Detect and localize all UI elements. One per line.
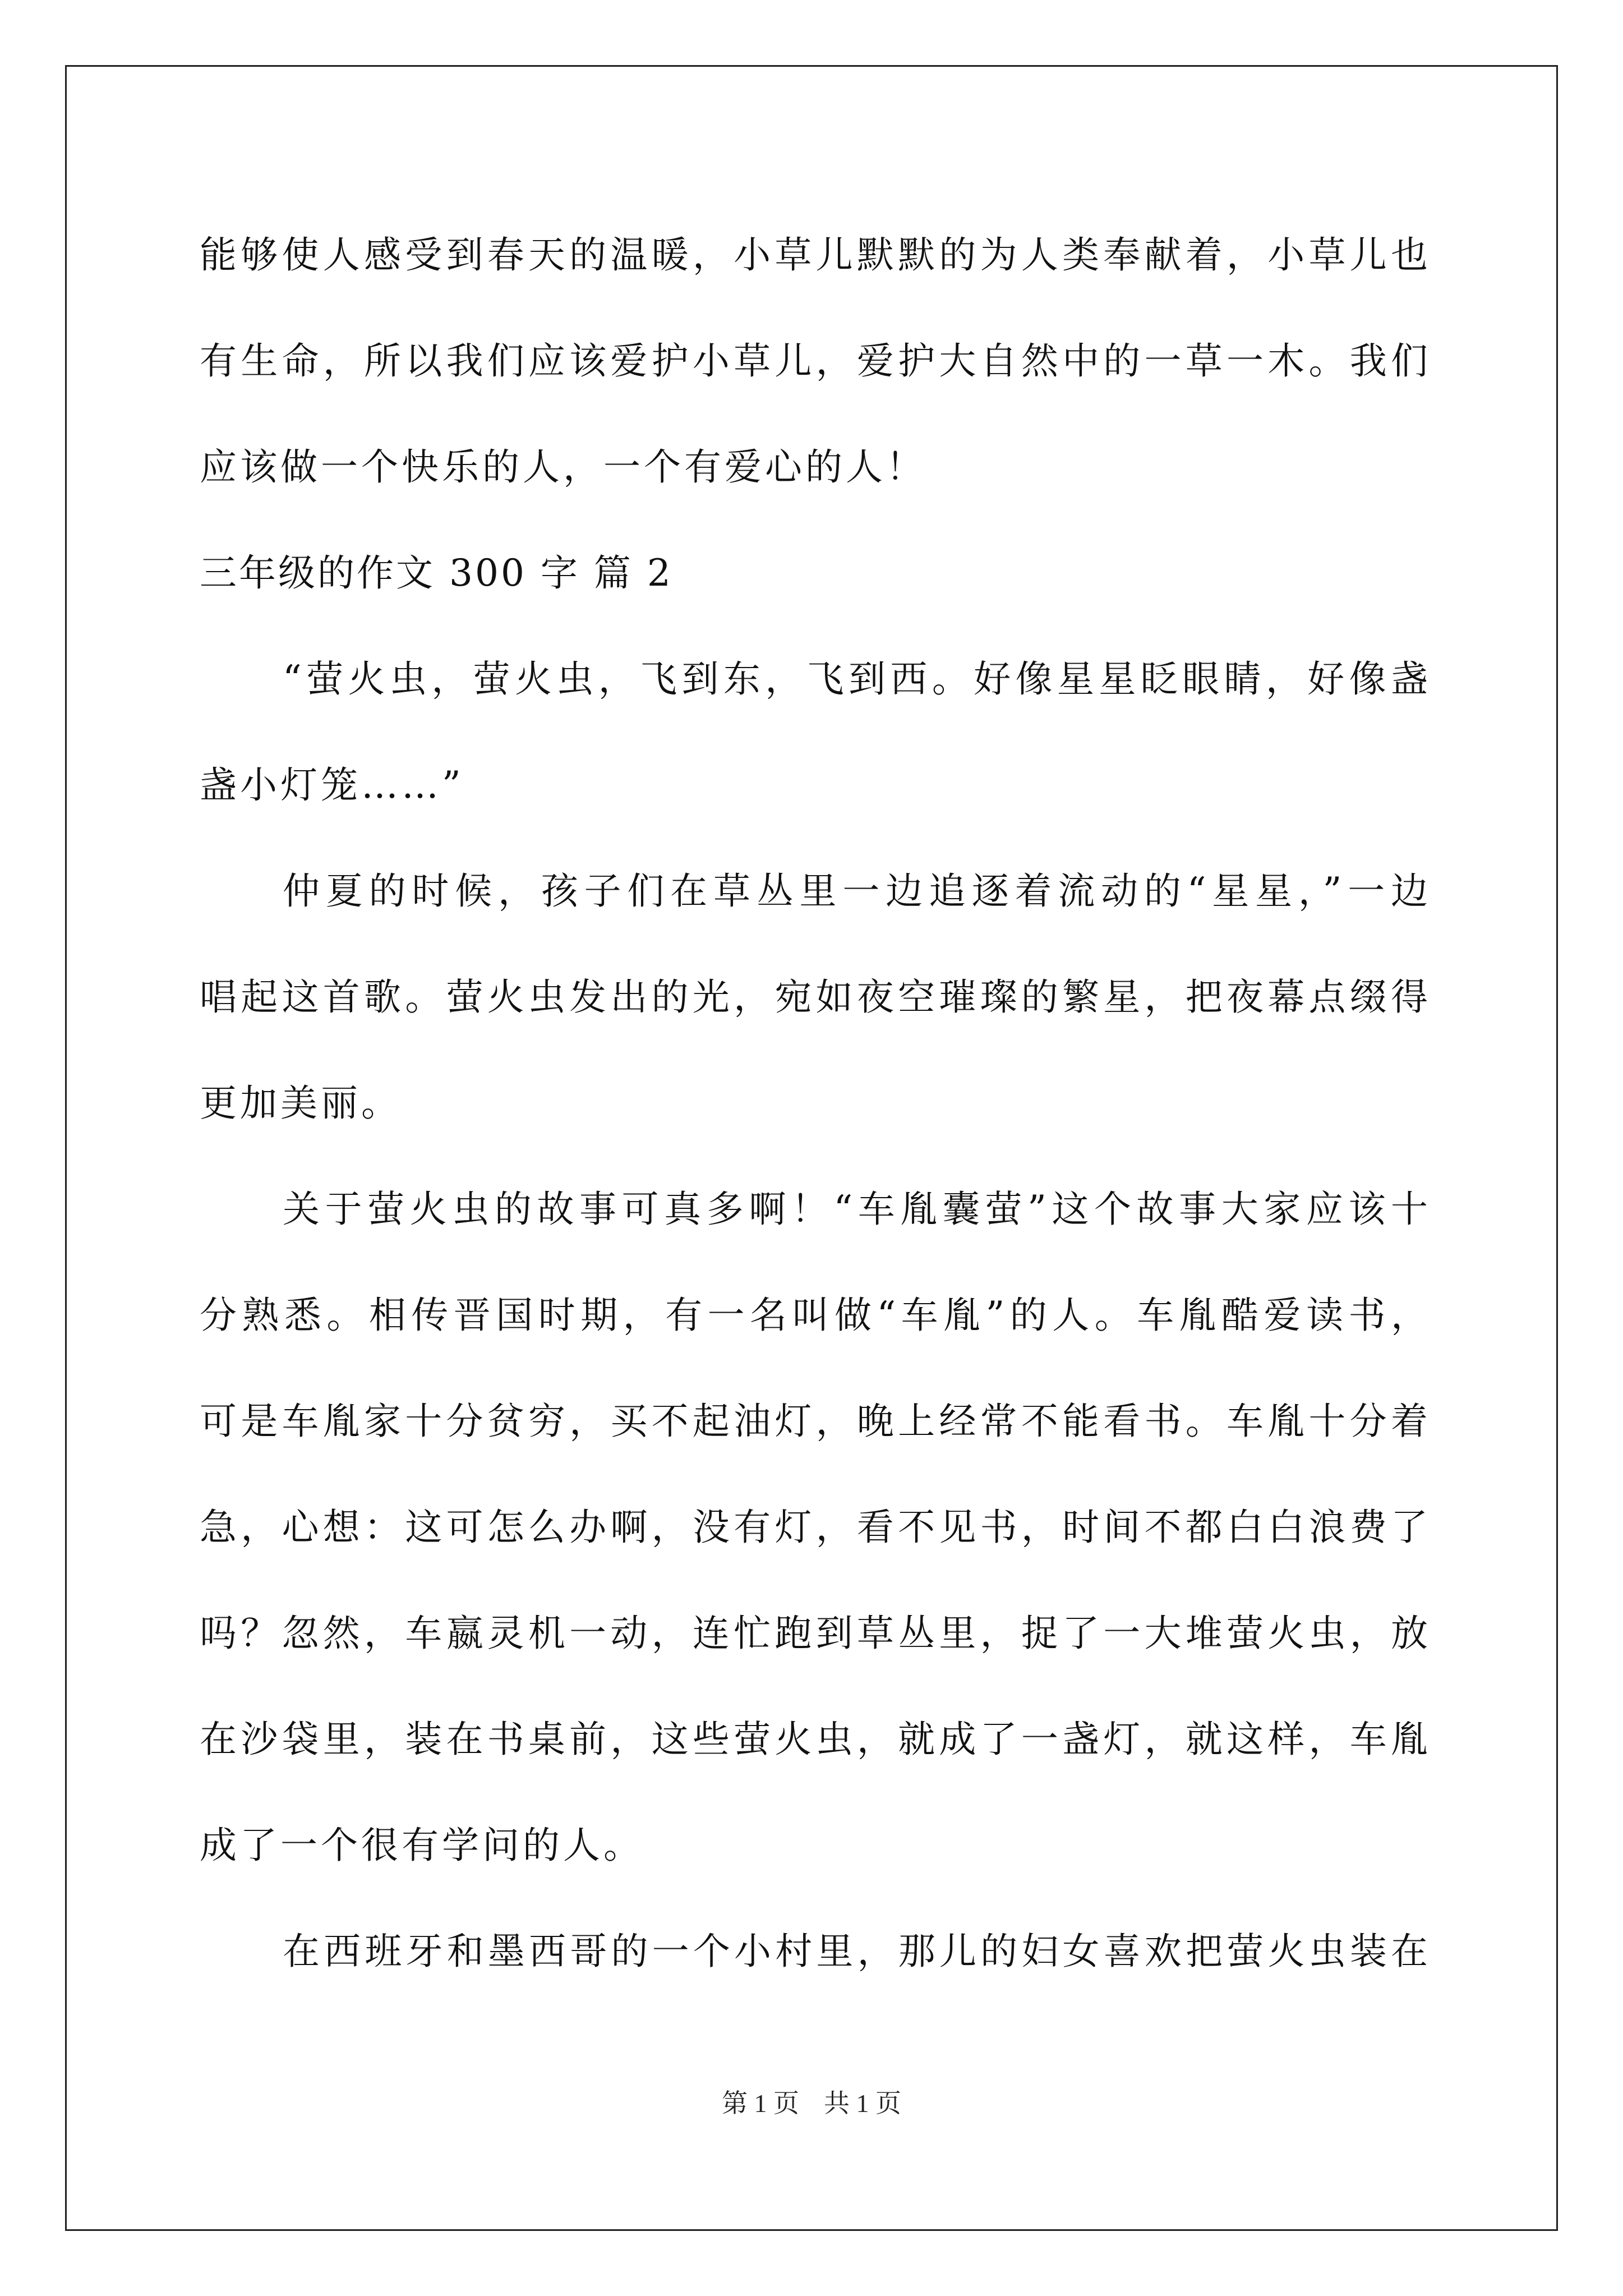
text-line: 可是车胤家十分贫穷，买不起油灯，晚上经常不能看书。车胤十分着 (200, 1400, 1428, 1443)
text-line: 盏小灯笼……” (200, 763, 464, 807)
text-line: 在西班牙和墨西哥的一个小村里，那儿的妇女喜欢把萤火虫装在 (283, 1930, 1428, 1973)
text-line: 分熟悉。相传晋国时期，有一名叫做“车胤”的人。车胤酷爱读书， (200, 1294, 1428, 1337)
page-footer (0, 2087, 1623, 2120)
page-total: 共 1 页 (824, 2089, 901, 2118)
text-line: 成了一个很有学问的人。 (200, 1824, 644, 1867)
text-line: 仲夏的时候，孩子们在草丛里一边追逐着流动的“星星，”一边 (283, 869, 1428, 913)
text-line: 有生命，所以我们应该爱护小草儿，爱护大自然中的一草一木。我们 (200, 339, 1428, 383)
document-body (200, 202, 1428, 2004)
text-line: 在沙袋里，装在书桌前，这些萤火虫，就成了一盏灯，就这样，车胤 (200, 1718, 1428, 1761)
page-number: 第 1 页 (722, 2089, 799, 2118)
text-line: 关于萤火虫的故事可真多啊！“车胤囊萤”这个故事大家应该十 (283, 1188, 1428, 1231)
section-heading: 三年级的作文 300 字 篇 2 (200, 551, 673, 595)
text-line: 更加美丽。 (200, 1082, 402, 1125)
text-line: 吗？忽然，车嬴灵机一动，连忙跑到草丛里，捉了一大堆萤火虫，放 (200, 1612, 1428, 1655)
text-line: “萤火虫，萤火虫，飞到东，飞到西。好像星星眨眼睛，好像盏 (283, 657, 1428, 701)
text-line: 能够使人感受到春天的温暖，小草儿默默的为人类奉献着，小草儿也 (200, 233, 1428, 277)
text-line: 应该做一个快乐的人，一个有爱心的人！ (200, 445, 926, 489)
text-line: 急，心想：这可怎么办啊，没有灯，看不见书，时间不都白白浪费了 (200, 1506, 1428, 1549)
text-line: 唱起这首歌。萤火虫发出的光，宛如夜空璀璨的繁星，把夜幕点缀得 (200, 976, 1428, 1019)
